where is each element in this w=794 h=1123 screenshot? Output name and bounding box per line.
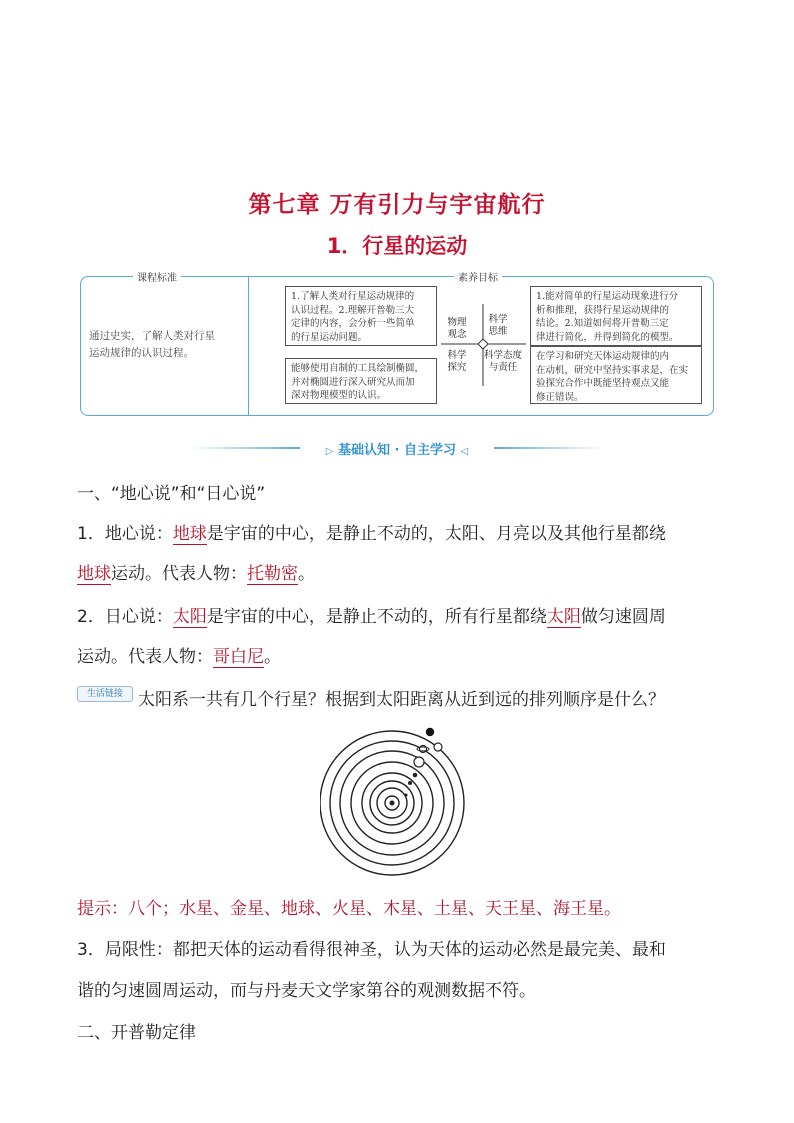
quadrant-scientific-attitude: 科学态度 与责任: [483, 350, 522, 373]
literacy-goal-label: 素养目标: [454, 269, 502, 284]
quadrant-scientific-inquiry: 科学 探究: [447, 350, 467, 373]
course-standard-label: 课程标准: [133, 269, 181, 284]
jupiter-icon: [414, 757, 424, 767]
venus-icon: [408, 781, 412, 785]
answer-copernicus: 哥白尼: [213, 647, 264, 667]
quadrant-scientific-thinking: 科学 思维: [488, 314, 508, 337]
item1-line2: 地球运动。代表人物：托勒密。: [77, 564, 315, 584]
neptune-icon: [426, 728, 434, 736]
course-standard-text: 通过史实，了解人类对行星 运动规律的认识过程。: [89, 330, 215, 359]
earth-icon: [413, 773, 418, 778]
uranus-icon: [434, 743, 442, 751]
standards-divider: [248, 276, 249, 416]
goal-physics-concept: 1.了解人类对行星运动规律的 认识过程。2.理解开普勒三大 定律的内容，会分析一些简单 的行星运动问题。: [285, 286, 437, 346]
answer-sun-2: 太阳: [546, 607, 581, 627]
heading-kepler-laws: 二、开普勒定律: [77, 1023, 196, 1043]
item2-line1: 2．日心说：太阳是宇宙的中心，是静止不动的，所有行星都绕太阳做匀速圆周: [77, 607, 666, 627]
item3-line2: 谐的匀速圆周运动，而与丹麦天文学家第谷的观测数据不符。: [77, 981, 536, 1001]
item2-line2: 运动。代表人物：哥白尼。: [77, 647, 281, 667]
item1-line1: 1．地心说：地球是宇宙的中心，是静止不动的，太阳、月亮以及其他行星都绕: [77, 524, 666, 544]
mercury-icon: [405, 794, 408, 797]
goal-scientific-thinking: 1.能对简单的行星运动现象进行分 析和推理，获得行星运动规律的 结论。2.知道如何将开普勒三定 律进行简化，并得到简化的模型。: [530, 286, 702, 346]
play-right-icon: ▷: [325, 446, 334, 457]
solar-system-question: 太阳系一共有几个行星？根据到太阳距离从近到远的排列顺序是什么？: [138, 690, 665, 710]
heading-geocentric-heliocentric: 一、“地心说”和“日心说”: [77, 484, 266, 504]
answer-ptolemy: 托勒密: [247, 564, 298, 584]
section-banner: ▷ 基础认知 · 自主学习 ◁: [325, 443, 469, 458]
goal-scientific-inquiry: 能够使用自制的工具绘制椭圆， 并对椭圆进行深入研究从而加 深对物理模型的认识。: [285, 358, 437, 404]
life-link-tag: 生活链接: [77, 686, 133, 702]
answer-earth-1: 地球: [172, 524, 207, 544]
item3-line1: 3．局限性：都把天体的运动看得很神圣，认为天体的运动必然是最完美、最和: [77, 940, 666, 960]
quadrant-physics-concept: 物理 观念: [447, 317, 467, 340]
play-left-icon: ◁: [460, 446, 469, 457]
section-title: 1．行星的运动: [326, 234, 468, 258]
answer-earth-2: 地球: [77, 564, 111, 584]
chapter-title: 第七章 万有引力与宇宙航行: [248, 192, 546, 218]
goal-scientific-attitude: 在学习和研究天体运动规律的内 在动机，研究中坚持实事求是，在实 验探究合作中既能坚持观点又能 修正错误。: [530, 346, 702, 404]
answer-sun-1: 太阳: [172, 607, 207, 627]
solar-system-diagram: [320, 725, 476, 881]
hint-answer: 提示：八个；水星、金星、地球、火星、木星、土星、天王星、海王星。: [77, 899, 621, 919]
sun-icon: [390, 801, 395, 806]
